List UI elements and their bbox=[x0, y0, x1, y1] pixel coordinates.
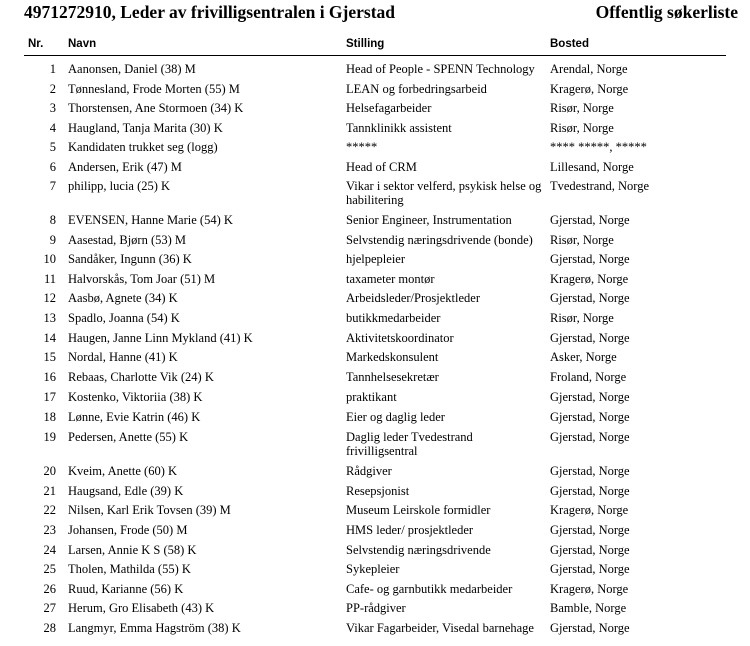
applicant-position: Sykepleier bbox=[346, 562, 400, 576]
applicant-position: HMS leder/ prosjektleder bbox=[346, 523, 474, 537]
applicant-residence: Risør, Norge bbox=[550, 121, 614, 135]
row-number: 3 bbox=[49, 101, 56, 115]
applicant-name: Rebaas, Charlotte Vik (24) K bbox=[68, 370, 214, 384]
applicant-position: praktikant bbox=[346, 390, 397, 404]
applicant-name: Nordal, Hanne (41) K bbox=[68, 350, 178, 364]
applicant-name: Sandåker, Ingunn (36) K bbox=[68, 252, 192, 266]
applicant-name: Halvorskås, Tom Joar (51) M bbox=[68, 272, 216, 286]
applicant-position: Senior Engineer, Instrumentation bbox=[346, 213, 512, 227]
row-number: 28 bbox=[43, 621, 56, 635]
applicant-residence: Gjerstad, Norge bbox=[550, 484, 630, 498]
applicant-residence: **** *****, ***** bbox=[550, 140, 647, 154]
applicant-name: philipp, lucia (25) K bbox=[68, 179, 171, 193]
row-number: 4 bbox=[49, 121, 56, 135]
applicant-residence: Gjerstad, Norge bbox=[550, 331, 630, 345]
row-number: 10 bbox=[43, 252, 56, 266]
applicant-residence: Risør, Norge bbox=[550, 233, 614, 247]
applicant-residence: Gjerstad, Norge bbox=[550, 410, 630, 424]
row-number: 15 bbox=[43, 350, 56, 364]
list-type-title: Offentlig søkerliste bbox=[595, 2, 738, 22]
row-number: 27 bbox=[43, 601, 56, 615]
applicant-residence: Gjerstad, Norge bbox=[550, 213, 630, 227]
applicant-name: Haugland, Tanja Marita (30) K bbox=[68, 121, 223, 135]
applicant-residence: Kragerø, Norge bbox=[550, 82, 629, 96]
applicant-name: Thorstensen, Ane Stormoen (34) K bbox=[68, 101, 244, 115]
column-header-bosted: Bosted bbox=[550, 38, 589, 50]
applicant-name: Kostenko, Viktoriia (38) K bbox=[68, 390, 203, 404]
applicant-name: Ruud, Karianne (56) K bbox=[68, 582, 184, 596]
row-number: 16 bbox=[43, 370, 56, 384]
applicant-position: Rådgiver bbox=[346, 464, 392, 478]
column-headers bbox=[0, 38, 750, 56]
row-number: 19 bbox=[43, 430, 56, 444]
applicant-position: Cafe- og garnbutikk medarbeider bbox=[346, 582, 513, 596]
applicant-position: Vikar Fagarbeider, Visedal barnehage bbox=[346, 621, 534, 635]
column-header-stilling: Stilling bbox=[346, 38, 385, 50]
column-header-navn: Navn bbox=[68, 38, 97, 50]
applicant-position: Eier og daglig leder bbox=[346, 410, 445, 424]
applicant-residence: Bamble, Norge bbox=[550, 601, 627, 615]
applicant-residence: Gjerstad, Norge bbox=[550, 523, 630, 537]
row-number: 8 bbox=[49, 213, 56, 227]
applicant-residence: Risør, Norge bbox=[550, 101, 614, 115]
applicant-name: Johansen, Frode (50) M bbox=[68, 523, 188, 537]
document-header bbox=[24, 2, 738, 24]
row-number: 20 bbox=[43, 464, 56, 478]
applicant-position: Daglig leder Tvedestrand frivilligsentral bbox=[346, 430, 473, 458]
applicant-name: Langmyr, Emma Hagström (38) K bbox=[68, 621, 241, 635]
applicant-position: Head of CRM bbox=[346, 160, 417, 174]
row-number: 13 bbox=[43, 311, 56, 325]
applicant-position: taxameter montør bbox=[346, 272, 435, 286]
applicant-residence: Gjerstad, Norge bbox=[550, 621, 630, 635]
row-number: 11 bbox=[43, 272, 56, 286]
row-number: 24 bbox=[43, 543, 56, 557]
applicant-residence: Gjerstad, Norge bbox=[550, 252, 630, 266]
applicant-name: Lønne, Evie Katrin (46) K bbox=[68, 410, 201, 424]
applicant-name: Kveim, Anette (60) K bbox=[68, 464, 178, 478]
applicant-residence: Froland, Norge bbox=[550, 370, 627, 384]
applicant-name: Herum, Gro Elisabeth (43) K bbox=[68, 601, 215, 615]
applicant-name: Tholen, Mathilda (55) K bbox=[68, 562, 191, 576]
applicant-position: LEAN og forbedringsarbeid bbox=[346, 82, 487, 96]
applicant-name: EVENSEN, Hanne Marie (54) K bbox=[68, 213, 233, 227]
applicant-position: Selvstendig næringsdrivende (bonde) bbox=[346, 233, 533, 247]
applicant-position: Arbeidsleder/Prosjektleder bbox=[346, 291, 480, 305]
applicant-name: Spadlo, Joanna (54) K bbox=[68, 311, 180, 325]
applicant-residence: Gjerstad, Norge bbox=[550, 291, 630, 305]
header-divider bbox=[24, 55, 726, 56]
applicant-position: Head of People - SPENN Technology bbox=[346, 62, 535, 76]
applicant-position: Tannklinikk assistent bbox=[346, 121, 452, 135]
row-number: 26 bbox=[43, 582, 56, 596]
applicant-position: hjelpepleier bbox=[346, 252, 405, 266]
applicant-name: Kandidaten trukket seg (logg) bbox=[68, 140, 218, 154]
applicant-position: Helsefagarbeider bbox=[346, 101, 432, 115]
applicant-residence: Gjerstad, Norge bbox=[550, 390, 630, 404]
applicant-position: Vikar i sektor velferd, psykisk helse og habilitering bbox=[346, 179, 542, 207]
row-number: 9 bbox=[49, 233, 56, 247]
applicant-position: butikkmedarbeider bbox=[346, 311, 441, 325]
row-number: 1 bbox=[49, 62, 56, 76]
applicant-residence: Tvedestrand, Norge bbox=[550, 179, 650, 193]
applicant-name: Aasbø, Agnete (34) K bbox=[68, 291, 178, 305]
row-number: 14 bbox=[43, 331, 56, 345]
applicant-name: Aanonsen, Daniel (38) M bbox=[68, 62, 196, 76]
applicant-position: PP-rådgiver bbox=[346, 601, 406, 615]
applicant-name: Larsen, Annie K S (58) K bbox=[68, 543, 197, 557]
row-number: 7 bbox=[49, 179, 56, 193]
row-number: 6 bbox=[49, 160, 56, 174]
applicant-residence: Lillesand, Norge bbox=[550, 160, 634, 174]
applicant-name: Nilsen, Karl Erik Tovsen (39) M bbox=[68, 503, 231, 517]
applicant-residence: Gjerstad, Norge bbox=[550, 430, 630, 444]
row-number: 22 bbox=[43, 503, 56, 517]
row-number: 5 bbox=[49, 140, 56, 154]
applicant-residence: Gjerstad, Norge bbox=[550, 464, 630, 478]
row-number: 2 bbox=[49, 82, 56, 96]
applicant-name: Pedersen, Anette (55) K bbox=[68, 430, 189, 444]
applicant-residence: Risør, Norge bbox=[550, 311, 614, 325]
row-number: 25 bbox=[43, 562, 56, 576]
applicant-residence: Kragerø, Norge bbox=[550, 582, 629, 596]
applicant-name: Haugen, Janne Linn Mykland (41) K bbox=[68, 331, 253, 345]
applicant-position: Resepsjonist bbox=[346, 484, 410, 498]
position-title: 4971272910, Leder av frivilligsentralen i Gjerstad bbox=[24, 2, 396, 22]
row-number: 17 bbox=[43, 390, 56, 404]
applicant-position: Museum Leirskole formidler bbox=[346, 503, 491, 517]
row-number: 18 bbox=[43, 410, 56, 424]
applicant-position: Selvstendig næringsdrivende bbox=[346, 543, 491, 557]
applicant-residence: Arendal, Norge bbox=[550, 62, 628, 76]
row-number: 21 bbox=[43, 484, 56, 498]
applicant-residence: Kragerø, Norge bbox=[550, 503, 629, 517]
applicant-name: Andersen, Erik (47) M bbox=[68, 160, 182, 174]
applicant-position: Markedskonsulent bbox=[346, 350, 439, 364]
applicant-residence: Kragerø, Norge bbox=[550, 272, 629, 286]
column-header-nr: Nr. bbox=[28, 38, 44, 50]
applicant-position: Aktivitetskoordinator bbox=[346, 331, 454, 345]
applicant-name: Haugsand, Edle (39) K bbox=[68, 484, 184, 498]
applicant-position: ***** bbox=[346, 140, 378, 154]
applicant-name: Tønnesland, Frode Morten (55) M bbox=[68, 82, 240, 96]
row-number: 12 bbox=[43, 291, 56, 305]
row-number: 23 bbox=[43, 523, 56, 537]
applicant-position: Tannhelsesekretær bbox=[346, 370, 439, 384]
applicant-residence: Asker, Norge bbox=[550, 350, 617, 364]
applicant-residence: Gjerstad, Norge bbox=[550, 543, 630, 557]
applicant-name: Aasestad, Bjørn (53) M bbox=[68, 233, 187, 247]
applicant-residence: Gjerstad, Norge bbox=[550, 562, 630, 576]
